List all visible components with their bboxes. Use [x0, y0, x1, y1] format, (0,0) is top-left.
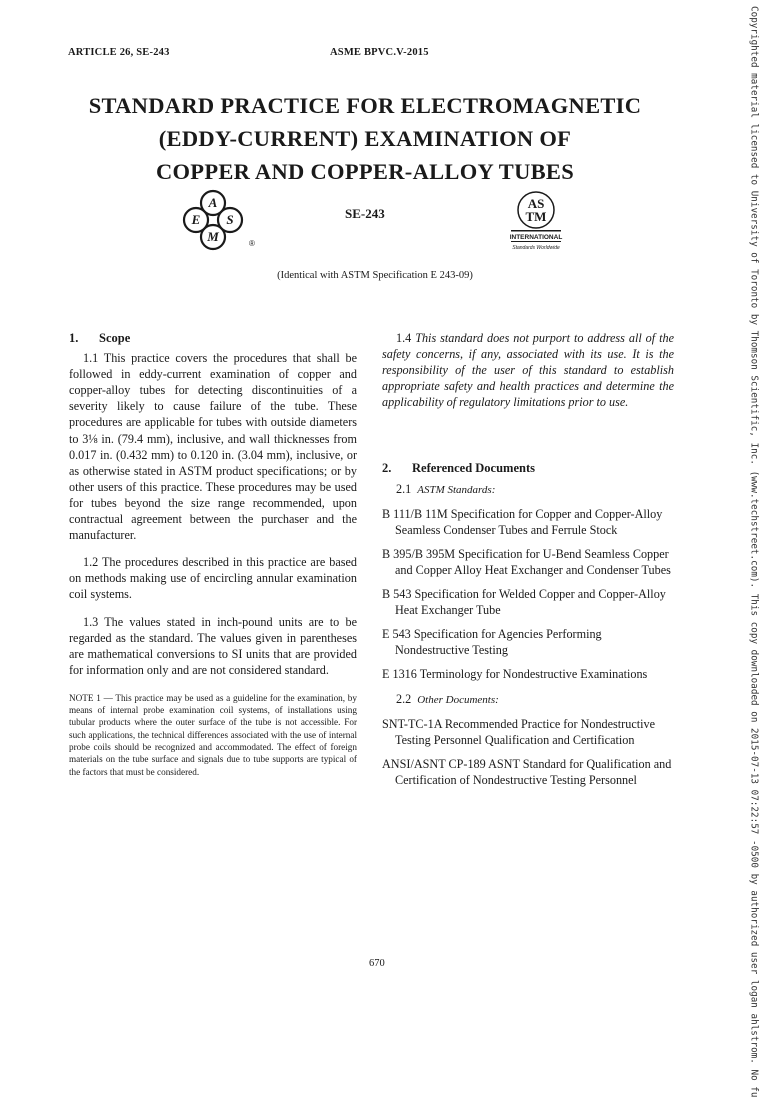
- registered-mark: ®: [249, 239, 255, 248]
- identical-with-note: (Identical with ASTM Specification E 243-09): [277, 270, 473, 281]
- running-header-article: ARTICLE 26, SE-243: [68, 47, 170, 58]
- astm-logo-name: INTERNATIONAL: [509, 234, 563, 241]
- reference-item: B 395/B 395M Specification for U-Bend Seamless Copper and Copper Alloy Heat Exchanger and Condenser Tubes: [382, 546, 671, 577]
- left-column: [69, 330, 357, 778]
- section-number: 1.: [69, 331, 79, 345]
- standard-designation: SE-243: [345, 206, 385, 221]
- subsection-number: 2.2: [396, 691, 412, 706]
- copyright-notice: Copyrighted material licensed to University of Toronto by Thomson Scientific, Inc. (www.techstreet.com). This copy downloaded on 2015-07-13 07:22:57 -0500 by authorized user logan ahlstrom. No fu: [748, 6, 760, 1097]
- astm-international-logo: [505, 188, 567, 252]
- reference-item: B 111/B 11M Specification for Copper and Copper-Alloy Seamless Condenser Tubes and Ferrule Stock: [382, 506, 663, 537]
- seal-letter-m: M: [207, 229, 219, 244]
- title-line-2: (EDDY-CURRENT) EXAMINATION OF: [158, 126, 572, 151]
- subsection-2-1: [396, 481, 674, 498]
- copyright-side-strip: [745, 6, 763, 1097]
- section-title: Scope: [99, 331, 131, 345]
- paragraph-1-4: [382, 330, 674, 410]
- reference-item: B 543 Specification for Welded Copper and Copper-Alloy Heat Exchanger Tube: [382, 587, 666, 618]
- note-1: NOTE 1 — This practice may be used as a guideline for the examination, by means of internal probe examination coil systems, of installations using tubular products where the outer surface of the tube is not accessible. For such applications, the technical differences associated with the use of internal probe coils should be recognized and accommodated. The effect of foreign materials on the tube surface and signals due to tube supports are typical of the factors that must be considered.: [69, 692, 357, 777]
- paragraph-1-2: [69, 554, 357, 602]
- running-header-code: ASME BPVC.V-2015: [330, 47, 429, 58]
- section-2-heading: [382, 460, 674, 476]
- page-number: 670: [369, 958, 385, 969]
- reference-item: ANSI/ASNT CP-189 ASNT Standard for Qualification and Certification of Nondestructive Testing Personnel: [382, 756, 672, 787]
- svg-text:AS: AS: [527, 196, 545, 211]
- paragraph-1-1: [69, 350, 357, 543]
- ecs-seal-logo: [167, 188, 259, 252]
- svg-text:TM: TM: [525, 209, 547, 224]
- subsection-number: 2.1: [396, 481, 412, 496]
- reference-item: E 1316 Terminology for Nondestructive Examinations: [382, 667, 648, 682]
- reference-item: E 543 Specification for Agencies Performing Nondestructive Testing: [382, 627, 602, 658]
- right-column: [382, 330, 674, 796]
- paragraph-number: 1.2: [83, 555, 99, 570]
- paragraph-number: 1.3: [83, 614, 99, 629]
- seal-letter-s: S: [226, 212, 234, 227]
- section-number: 2.: [382, 461, 392, 476]
- paragraph-1-3: [69, 614, 357, 678]
- seal-letter-a: A: [208, 195, 218, 210]
- paragraph-text: This practice covers the procedures that shall be followed in eddy-current examination of copper and copper-alloy tubes for detecting discontinuities of a severity likely to cause failure of the tube. These procedures are applicable for tubes with outside diameters to 3⅛ in. (79.4 mm), inclusive, and wall thicknesses from 0.017 in. (0.432 mm) to 0.120 in. (3.04 mm), inclusive, or as otherwise stated in ASTM product specifications; or by other users of this practice. These procedures may be used for tubes beyond the size range recommended, upon contractual agreement between the purchaser and the manufacturer.: [69, 351, 358, 543]
- section-1-heading: [69, 330, 357, 346]
- paragraph-text: This standard does not purport to address all of the safety concerns, if any, associated with its use. It is the responsibility of the user of this standard to establish appropriate safety and health practices and determine the applicability of regulatory limitations prior to use.: [382, 331, 674, 410]
- section-title: Referenced Documents: [412, 461, 535, 476]
- subsection-label: ASTM Standards:: [417, 483, 496, 496]
- paragraph-number: 1.1: [83, 351, 99, 366]
- paragraph-text: The procedures described in this practice are based on methods making use of encircling annular examination coil systems.: [69, 555, 357, 602]
- paragraph-text: The values stated in inch-pound units are to be regarded as the standard. The values given in parentheses are mathematical conversions to SI units that are provided for information only and are not considered standard.: [69, 614, 357, 677]
- title-line-1: STANDARD PRACTICE FOR ELECTROMAGNETIC: [88, 93, 642, 118]
- seal-letter-e: E: [191, 212, 201, 227]
- astm-logo-tagline: Standards Worldwide: [512, 245, 560, 251]
- document-title: [40, 89, 690, 188]
- reference-item: SNT-TC-1A Recommended Practice for Nondestructive Testing Personnel Qualification and Certification: [382, 716, 656, 747]
- subsection-label: Other Documents:: [417, 693, 499, 706]
- subsection-2-2: [396, 691, 674, 708]
- paragraph-number: 1.4: [396, 331, 412, 345]
- title-line-3: COPPER AND COPPER-ALLOY TUBES: [155, 159, 575, 184]
